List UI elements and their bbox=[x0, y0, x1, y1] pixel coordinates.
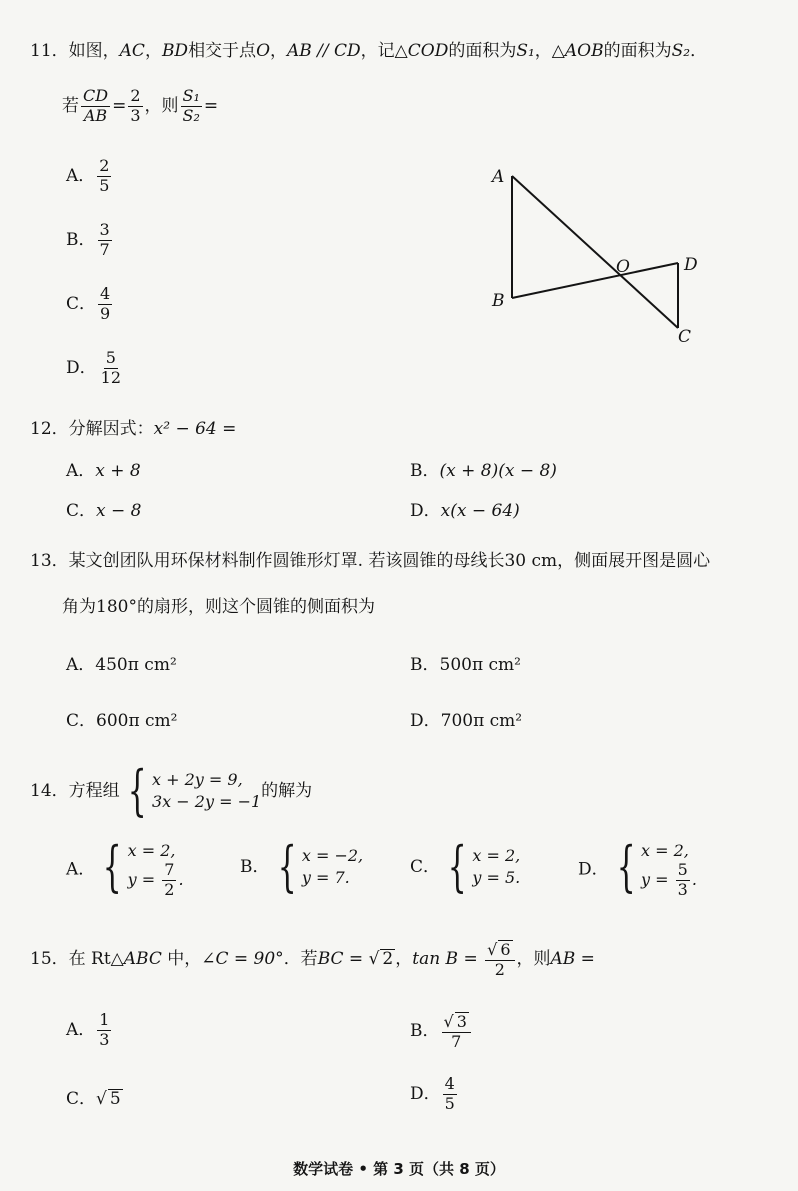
solution-system bbox=[609, 835, 697, 899]
q14-text: 的解为 bbox=[261, 781, 313, 801]
q11-stem bbox=[30, 40, 707, 62]
q11-condition bbox=[62, 88, 218, 125]
fraction bbox=[181, 88, 202, 125]
denominator: 3 bbox=[677, 879, 688, 899]
fraction bbox=[97, 158, 111, 195]
q15-stem bbox=[30, 940, 595, 979]
numerator: CD bbox=[83, 86, 109, 105]
option-text: 500π cm² bbox=[439, 655, 521, 675]
q11-text: 相交于点 bbox=[188, 41, 257, 61]
q13-stem-line2 bbox=[62, 596, 375, 618]
brace-icon: { bbox=[447, 835, 467, 898]
q11-figure bbox=[480, 160, 710, 350]
sqrt-icon: √ bbox=[487, 940, 498, 959]
q11-option-a[interactable] bbox=[66, 158, 113, 195]
q12-text: 分解因式： bbox=[68, 419, 154, 439]
q11-number: 11． bbox=[30, 41, 69, 61]
sqrt-icon: √ bbox=[96, 1089, 107, 1109]
q11-text: O bbox=[256, 41, 270, 61]
label-d: D bbox=[684, 255, 698, 275]
q11-option-c[interactable] bbox=[66, 286, 114, 323]
q11-text: ，记△ bbox=[360, 41, 408, 61]
option-label: D． bbox=[410, 711, 441, 731]
option-label: C． bbox=[410, 857, 441, 877]
q13-text: 30 cm bbox=[504, 551, 558, 571]
q11-text: 的面积为 bbox=[448, 41, 517, 61]
fraction bbox=[99, 350, 123, 387]
option-label: A． bbox=[66, 859, 96, 880]
option-text: 450π cm² bbox=[95, 655, 177, 675]
option-text: (x + 8)(x − 8) bbox=[439, 461, 557, 481]
q11-text: ， bbox=[270, 41, 287, 61]
segment-ac bbox=[512, 176, 678, 328]
option-label: A． bbox=[66, 461, 96, 481]
denominator: 3 bbox=[99, 1029, 110, 1049]
option-label: D． bbox=[66, 357, 97, 378]
radicand: 6 bbox=[500, 940, 511, 959]
option-label: D． bbox=[578, 859, 609, 880]
q13-option-b[interactable] bbox=[410, 654, 521, 676]
solution-line: y = 7. bbox=[301, 868, 350, 887]
q13-option-a[interactable] bbox=[66, 654, 177, 676]
q14-option-c[interactable] bbox=[410, 835, 521, 898]
q15-option-d[interactable] bbox=[410, 1076, 459, 1113]
q14-option-d[interactable] bbox=[578, 835, 697, 899]
q14-text: 方程组 bbox=[68, 781, 120, 801]
q11-text: 的面积为 bbox=[603, 41, 672, 61]
q13-text: 180° bbox=[96, 597, 137, 617]
fraction bbox=[162, 862, 176, 899]
fraction bbox=[443, 1076, 457, 1113]
q14-option-b[interactable] bbox=[240, 835, 364, 898]
q11-text: AC bbox=[119, 41, 145, 61]
q13-text: 某文创团队用环保材料制作圆锥形灯罩. 若该圆锥的母线长 bbox=[68, 551, 505, 571]
denominator: 2 bbox=[164, 879, 175, 899]
fraction bbox=[81, 88, 110, 125]
option-label: C． bbox=[66, 711, 97, 731]
equation-line: 3x − 2y = −1 bbox=[152, 792, 262, 811]
q12-option-c[interactable] bbox=[66, 500, 141, 522]
label-b: B bbox=[492, 291, 505, 311]
option-text: x − 8 bbox=[96, 501, 142, 521]
denominator: 5 bbox=[444, 1093, 455, 1113]
q12-stem bbox=[30, 418, 236, 440]
q15-number: 15． bbox=[30, 948, 69, 969]
fraction bbox=[128, 88, 142, 125]
solution-line: y = bbox=[127, 869, 161, 889]
denominator: 12 bbox=[100, 367, 121, 387]
q13-stem-line1 bbox=[30, 550, 710, 572]
q11-text: S₁ bbox=[516, 41, 535, 61]
q15-text: ．若 bbox=[283, 948, 318, 969]
q11-text: ，△ bbox=[534, 41, 565, 61]
fraction bbox=[98, 222, 112, 259]
q11-option-b[interactable] bbox=[66, 222, 114, 259]
q14-stem bbox=[30, 759, 313, 822]
q15-option-c[interactable] bbox=[66, 1088, 123, 1110]
option-label: A． bbox=[66, 165, 96, 186]
q15-text: BC = bbox=[317, 948, 369, 969]
numerator: 3 bbox=[99, 220, 110, 239]
q11-text: ， bbox=[144, 41, 162, 61]
solution-line: x = 2, bbox=[641, 841, 689, 860]
q15-text: tan B = bbox=[412, 948, 484, 969]
q11-text: AB // CD bbox=[287, 41, 361, 61]
option-label: B． bbox=[240, 857, 270, 877]
option-label: C． bbox=[66, 293, 97, 314]
q14-option-a[interactable] bbox=[66, 835, 184, 899]
option-label: C． bbox=[66, 1089, 97, 1109]
radicand: 2 bbox=[382, 948, 394, 969]
numerator: 5 bbox=[677, 860, 688, 879]
q12-option-b[interactable] bbox=[410, 460, 557, 482]
numerator: 5 bbox=[105, 348, 116, 367]
q11-cond-text: ，则 bbox=[144, 95, 179, 116]
option-label: B． bbox=[410, 655, 440, 675]
q13-number: 13． bbox=[30, 551, 69, 571]
solution-line: . bbox=[178, 869, 184, 889]
q12-expression: x² − 64 = bbox=[153, 419, 237, 439]
option-text: 700π cm² bbox=[440, 711, 523, 731]
option-label: C． bbox=[66, 501, 97, 521]
q15-text: ABC bbox=[123, 948, 162, 969]
q14-number: 14． bbox=[30, 781, 69, 801]
solution-line: y = 5. bbox=[472, 868, 521, 887]
fraction bbox=[676, 862, 690, 899]
option-label: A． bbox=[66, 1019, 96, 1040]
option-label: B． bbox=[410, 461, 440, 481]
equation-system bbox=[120, 759, 262, 822]
solution-system bbox=[270, 835, 364, 898]
q11-cond-text: 若 bbox=[62, 95, 79, 116]
solution-system bbox=[440, 835, 521, 898]
brace-icon: { bbox=[616, 835, 636, 898]
q13-option-d[interactable] bbox=[410, 710, 522, 732]
q15-text: 在 Rt△ bbox=[68, 948, 124, 969]
option-label: D． bbox=[410, 501, 441, 521]
label-a: A bbox=[492, 167, 505, 187]
brace-icon: { bbox=[277, 835, 297, 898]
brace-icon: { bbox=[103, 835, 122, 898]
q15-text: ，则 bbox=[516, 948, 551, 969]
equals: = bbox=[203, 95, 219, 116]
q11-text: BD bbox=[161, 41, 189, 61]
q11-option-d[interactable] bbox=[66, 350, 125, 387]
brace-icon: { bbox=[127, 759, 147, 822]
q11-text: S₂ bbox=[671, 41, 691, 61]
numerator: 4 bbox=[100, 284, 111, 303]
denominator: 3 bbox=[130, 105, 141, 125]
solution-line: x = −2, bbox=[301, 846, 364, 865]
denominator: 7 bbox=[451, 1032, 462, 1051]
numerator: 2 bbox=[99, 156, 110, 175]
solution-line: x = 2, bbox=[472, 846, 521, 865]
solution-system bbox=[95, 835, 184, 899]
q12-number: 12． bbox=[30, 419, 69, 439]
q15-text: AB = bbox=[550, 948, 595, 969]
solution-line: . bbox=[691, 869, 697, 889]
q12-option-a[interactable] bbox=[66, 460, 141, 482]
q13-option-c[interactable] bbox=[66, 710, 178, 732]
radicand: 3 bbox=[456, 1012, 467, 1031]
q15-text: ， bbox=[395, 948, 413, 969]
denominator: AB bbox=[83, 105, 108, 125]
q13-text: 的扇形，则这个圆锥的侧面积为 bbox=[136, 597, 375, 617]
option-label: A． bbox=[66, 655, 96, 675]
q15-option-b[interactable] bbox=[410, 1012, 473, 1051]
q15-option-a[interactable] bbox=[66, 1012, 113, 1049]
equation-line: x + 2y = 9, bbox=[152, 770, 243, 789]
q13-text: 角为 bbox=[62, 597, 96, 617]
denominator: 7 bbox=[99, 239, 110, 259]
page-footer: 数学试卷 • 第 3 页（共 8 页） bbox=[293, 1160, 505, 1178]
q15-text: 中， bbox=[161, 948, 202, 969]
sqrt-icon: √ bbox=[368, 948, 380, 969]
fraction bbox=[98, 286, 112, 323]
solution-line: x = 2, bbox=[127, 841, 176, 860]
q13-text: ，侧面展开图是圆心 bbox=[557, 551, 711, 571]
option-label: B． bbox=[410, 1020, 440, 1041]
equals: = bbox=[112, 95, 127, 116]
fraction bbox=[97, 1012, 111, 1049]
label-c: C bbox=[678, 327, 692, 347]
q11-text: COD bbox=[407, 41, 449, 61]
q11-text: AOB bbox=[564, 41, 604, 61]
option-text: 600π cm² bbox=[96, 711, 178, 731]
denominator: 5 bbox=[99, 175, 110, 195]
option-label: B． bbox=[66, 229, 96, 250]
numerator: S₁ bbox=[182, 86, 200, 105]
q15-text: ∠C = 90° bbox=[201, 948, 284, 969]
sqrt-icon: √ bbox=[443, 1012, 454, 1031]
fraction bbox=[485, 940, 514, 979]
q12-option-d[interactable] bbox=[410, 500, 520, 522]
numerator: 7 bbox=[164, 860, 175, 879]
solution-line: y = bbox=[641, 869, 674, 889]
segment-bd bbox=[512, 263, 678, 298]
radicand: 5 bbox=[109, 1089, 121, 1109]
option-label: D． bbox=[410, 1083, 441, 1104]
denominator: 9 bbox=[100, 303, 111, 323]
numerator: 4 bbox=[444, 1074, 455, 1093]
option-text: x + 8 bbox=[95, 461, 141, 481]
numerator: 1 bbox=[99, 1010, 110, 1029]
numerator: 2 bbox=[130, 86, 141, 105]
denominator: 2 bbox=[494, 960, 505, 979]
q11-text: 如图， bbox=[68, 41, 120, 61]
fraction bbox=[442, 1012, 471, 1051]
label-o: O bbox=[616, 257, 630, 277]
denominator: S₂ bbox=[182, 105, 200, 125]
option-text: x(x − 64) bbox=[440, 501, 520, 521]
q11-text: ． bbox=[690, 41, 708, 61]
